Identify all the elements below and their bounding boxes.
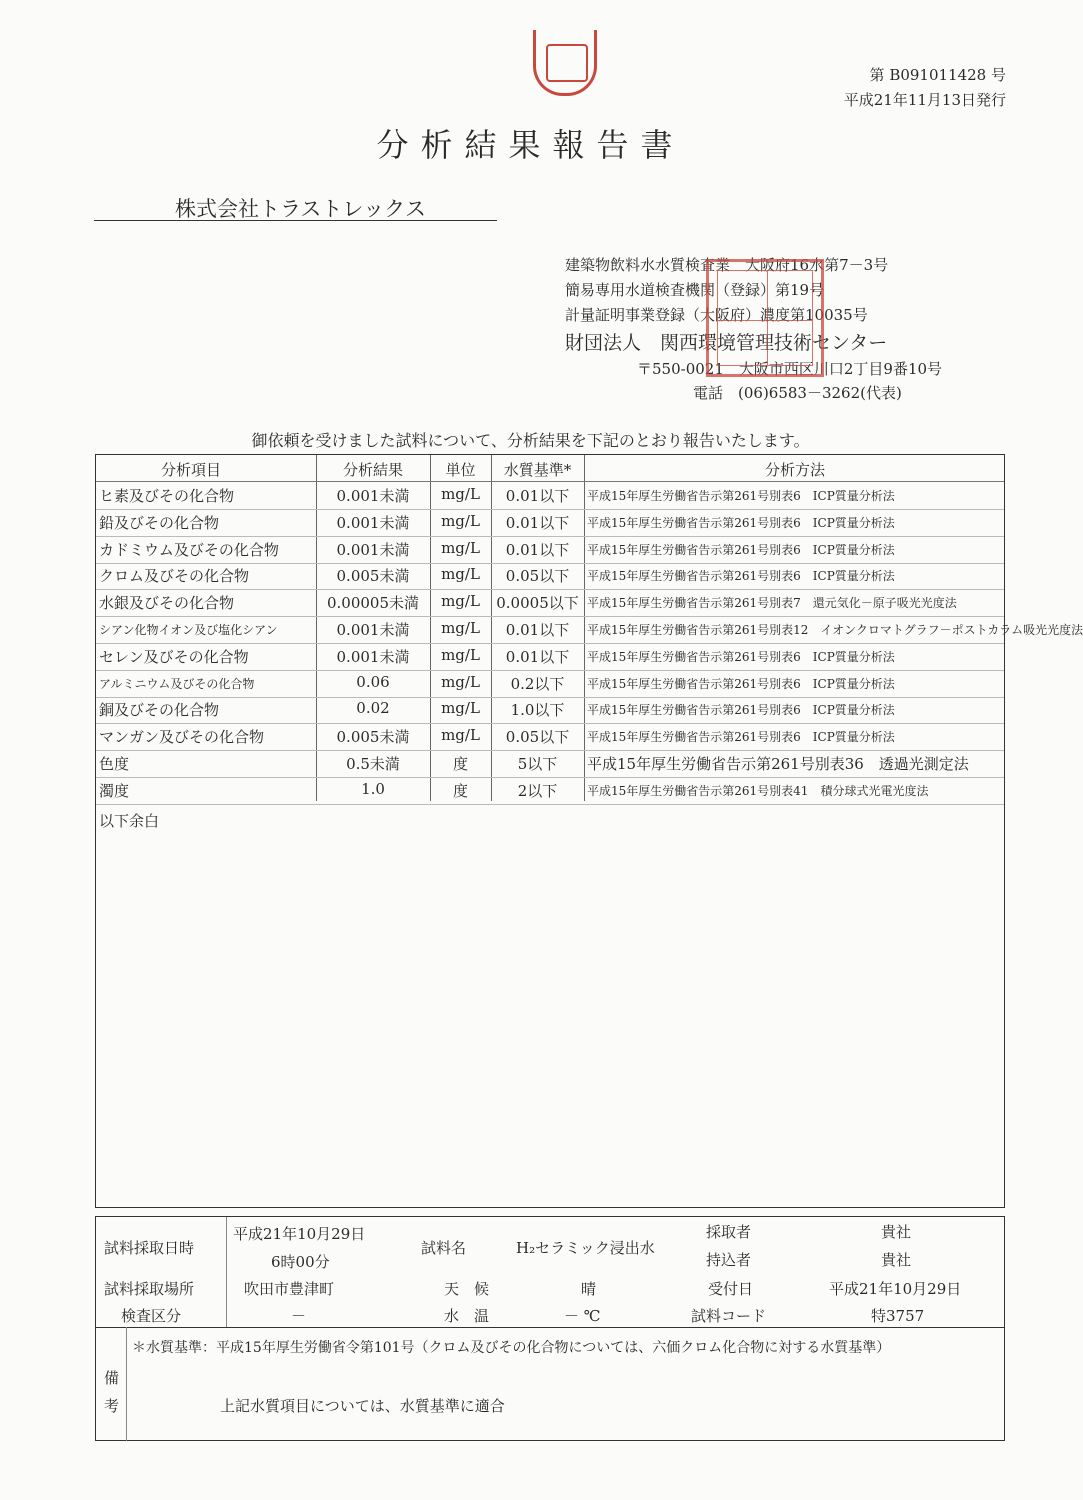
table-cell-unit: mg/L <box>441 645 480 664</box>
row-divider <box>96 509 1004 510</box>
table-cell-standard: 5以下 <box>517 755 558 773</box>
table-cell-method: 平成15年厚生労働省告示第261号別表36 透過光測定法 <box>587 755 969 773</box>
table-cell-result: 0.00005未満 <box>326 594 420 613</box>
official-seal <box>706 259 824 377</box>
row-divider <box>96 670 1004 671</box>
header-item: 分析項目 <box>160 461 221 479</box>
water-temp-label: 水 温 <box>444 1307 490 1325</box>
remarks-note: ＊水質基準：平成15年厚生労働省令第101号（クロム及びその化合物については、六価クロム化合物に対する水質基準） <box>132 1340 891 1356</box>
table-cell-item: 水銀及びその化合物 <box>99 594 235 613</box>
lab-address: 〒550-0021 大阪市西区川口2丁目9番10号 <box>637 360 943 378</box>
table-cell-method: 平成15年厚生労働省告示第261号別表6 ICP質量分析法 <box>587 515 895 530</box>
row-divider <box>96 536 1004 537</box>
row-divider <box>96 563 1004 564</box>
code-label: 試料コード <box>691 1307 767 1325</box>
received-label: 受付日 <box>708 1280 754 1298</box>
table-cell-unit: mg/L <box>441 619 480 637</box>
table-cell-method: 平成15年厚生労働省告示第261号別表6 ICP質量分析法 <box>587 489 895 503</box>
table-cell-method: 平成15年厚生労働省告示第261号別表6 ICP質量分析法 <box>587 649 895 664</box>
sample-date-label: 試料採取日時 <box>104 1239 195 1257</box>
bringer-value: 貴社 <box>881 1251 912 1269</box>
sample-date-value: 平成21年10月29日 <box>233 1225 366 1243</box>
table-cell-item: クロム及びその化合物 <box>99 567 250 586</box>
table-cell-item: アルミニウム及びその化合物 <box>99 676 255 691</box>
table-cell-unit: mg/L <box>441 672 480 691</box>
table-cell-unit: 度 <box>452 781 468 800</box>
table-cell-method: 平成15年厚生労働省告示第261号別表6 ICP質量分析法 <box>587 569 895 584</box>
header-result: 分析結果 <box>342 461 403 479</box>
table-cell-item: セレン及びその化合物 <box>99 647 249 666</box>
table-cell-standard: 0.01以下 <box>505 647 570 666</box>
table-cell-standard: 0.05以下 <box>505 728 570 747</box>
table-cell-standard: 0.2以下 <box>510 674 565 693</box>
table-cell-method: 平成15年厚生労働省告示第261号別表41 積分球式光電光度法 <box>587 783 929 798</box>
table-cell-standard: 0.01以下 <box>505 540 570 559</box>
table-cell-method: 平成15年厚生労働省告示第261号別表6 ICP質量分析法 <box>587 730 895 745</box>
end-note: 以下余白 <box>99 812 160 830</box>
row-divider <box>96 697 1004 698</box>
issue-date: 平成21年11月13日発行 <box>843 91 1006 109</box>
received-value: 平成21年10月29日 <box>829 1280 962 1298</box>
row-divider <box>96 616 1004 617</box>
bringer-label: 持込者 <box>706 1251 752 1269</box>
place-label: 試料採取場所 <box>104 1280 195 1298</box>
table-cell-item: ヒ素及びその化合物 <box>99 487 235 505</box>
table-cell-item: 色度 <box>99 755 130 773</box>
table-cell-result: 0.001未満 <box>336 540 410 559</box>
intro-text: 御依頼を受けました試料について、分析結果を下記のとおり報告いたします。 <box>251 431 810 450</box>
header-unit: 単位 <box>445 461 476 479</box>
table-cell-method: 平成15年厚生労働省告示第261号別表6 ICP質量分析法 <box>587 542 895 557</box>
table-cell-unit: mg/L <box>441 592 480 611</box>
table-cell-unit: mg/L <box>441 726 480 745</box>
row-divider <box>96 804 1004 805</box>
place-value: 吹田市豊津町 <box>244 1280 335 1298</box>
row-divider <box>96 589 1004 590</box>
table-cell-unit: mg/L <box>441 565 480 584</box>
remarks-label-1: 備 <box>104 1369 120 1387</box>
table-cell-unit: mg/L <box>441 538 480 557</box>
table-cell-standard: 2以下 <box>517 781 558 800</box>
code-value: 特3757 <box>871 1307 925 1325</box>
lab-registration-1: 建築物飲料水水質検査業 大阪府16水第7－3号 <box>565 256 889 274</box>
lab-registration-2: 簡易専用水道検査機関（登録）第19号 <box>565 281 825 299</box>
table-cell-item: シアン化物イオン及び塩化シアン <box>99 623 278 637</box>
table-cell-result: 1.0 <box>361 779 385 798</box>
table-cell-method: 平成15年厚生労働省告示第261号別表6 ICP質量分析法 <box>587 703 895 718</box>
row-divider <box>96 750 1004 751</box>
table-cell-result: 0.5未満 <box>346 755 400 773</box>
table-cell-standard: 0.01以下 <box>505 487 570 505</box>
weather-value: 晴 <box>581 1280 597 1298</box>
top-stamp <box>533 30 597 96</box>
remarks-label-2: 考 <box>104 1397 120 1415</box>
table-cell-method: 平成15年厚生労働省告示第261号別表6 ICP質量分析法 <box>587 676 895 691</box>
page-title: 分析結果報告書 <box>376 126 685 164</box>
table-cell-standard: 0.05以下 <box>505 567 570 586</box>
category-value: － <box>291 1307 307 1325</box>
table-cell-result: 0.005未満 <box>336 728 410 747</box>
lab-name: 財団法人 関西環境管理技術センター <box>565 332 888 354</box>
table-cell-result: 0.001未満 <box>336 647 410 666</box>
sample-name-value: H₂セラミック浸出水 <box>516 1239 655 1257</box>
table-cell-item: 鉛及びその化合物 <box>99 513 220 532</box>
table-cell-result: 0.001未満 <box>336 621 410 639</box>
category-label: 検査区分 <box>121 1307 182 1325</box>
row-divider <box>96 723 1004 724</box>
weather-label: 天 候 <box>444 1280 490 1298</box>
sample-time-value: 6時00分 <box>271 1253 330 1271</box>
document-number: 第 B091011428 号 <box>869 66 1006 84</box>
header-standard: 水質基準* <box>503 461 572 479</box>
table-cell-unit: 度 <box>452 755 468 773</box>
table-cell-method: 平成15年厚生労働省告示第261号別表7 還元気化－原子吸光光度法 <box>587 596 957 611</box>
table-cell-standard: 1.0以下 <box>510 701 565 720</box>
header-method: 分析方法 <box>764 461 825 479</box>
collector-value: 貴社 <box>881 1223 912 1241</box>
water-temp-value: － ℃ <box>564 1307 601 1325</box>
client-underline <box>94 220 497 221</box>
table-cell-unit: mg/L <box>441 485 480 503</box>
table-cell-item: 濁度 <box>99 781 130 800</box>
sample-info <box>95 1216 1005 1441</box>
table-cell-standard: 0.0005以下 <box>496 594 579 613</box>
table-cell-result: 0.02 <box>356 699 390 718</box>
table-cell-method: 平成15年厚生労働省告示第261号別表12 イオンクロマトグラフ－ポストカラム吸光光度法 <box>587 623 1083 637</box>
table-cell-item: マンガン及びその化合物 <box>99 728 265 747</box>
table-cell-standard: 0.01以下 <box>505 621 570 639</box>
results-table <box>95 454 1083 1208</box>
table-cell-result: 0.06 <box>356 672 390 691</box>
table-cell-result: 0.005未満 <box>336 567 410 586</box>
lab-phone: 電話 (06)6583－3262(代表) <box>693 384 902 402</box>
table-cell-item: 銅及びその化合物 <box>99 701 220 720</box>
lab-registration-3: 計量証明事業登録（大阪府）濃度第10035号 <box>565 306 868 324</box>
table-cell-result: 0.001未満 <box>336 487 410 505</box>
row-divider <box>96 643 1004 644</box>
collector-label: 採取者 <box>706 1223 752 1241</box>
table-cell-result: 0.001未満 <box>336 513 410 532</box>
table-cell-unit: mg/L <box>441 511 480 530</box>
table-cell-item: カドミウム及びその化合物 <box>99 540 279 559</box>
table-cell-unit: mg/L <box>441 699 480 718</box>
sample-name-label: 試料名 <box>421 1239 467 1257</box>
row-divider <box>96 777 1004 778</box>
client-name: 株式会社トラストレックス <box>175 197 426 221</box>
remarks-conclusion: 上記水質項目については、水質基準に適合 <box>220 1397 505 1415</box>
table-cell-standard: 0.01以下 <box>505 513 570 532</box>
